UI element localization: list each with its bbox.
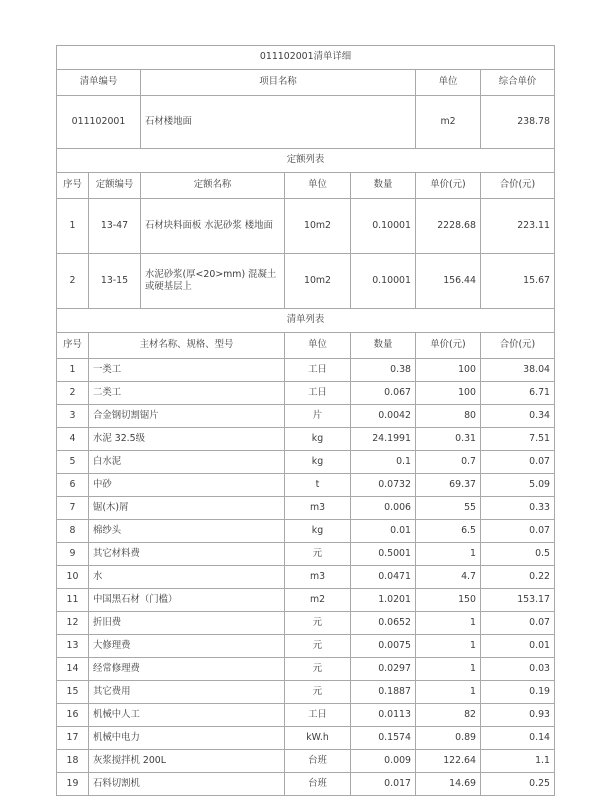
material-qty: 24.1991 — [351, 428, 416, 451]
quota-code: 13-15 — [89, 254, 141, 309]
material-unit: kW.h — [285, 727, 351, 750]
table-row — [57, 451, 555, 474]
material-name: 水泥 32.5级 — [89, 428, 285, 451]
table-row — [57, 589, 555, 612]
material-name: 经常修理费 — [89, 658, 285, 681]
material-unitprice: 0.31 — [416, 428, 481, 451]
material-total: 1.1 — [481, 750, 555, 773]
table-row — [57, 566, 555, 589]
quota-col-unit: 单位 — [285, 173, 351, 199]
table-row — [57, 750, 555, 773]
material-no: 6 — [57, 474, 89, 497]
table-row — [57, 428, 555, 451]
material-unit: m3 — [285, 497, 351, 520]
material-unit: 工日 — [285, 382, 351, 405]
table-row — [57, 382, 555, 405]
material-name: 机械中人工 — [89, 704, 285, 727]
quota-col-qty: 数量 — [351, 173, 416, 199]
material-col-unitprice: 单价(元) — [416, 333, 481, 359]
material-name: 大修理费 — [89, 635, 285, 658]
material-unitprice: 82 — [416, 704, 481, 727]
bill-detail-sheet — [56, 45, 554, 796]
table-row — [57, 520, 555, 543]
material-col-unit: 单位 — [285, 333, 351, 359]
material-unit: 元 — [285, 543, 351, 566]
table-row — [57, 612, 555, 635]
table-row — [57, 254, 555, 309]
table-row — [57, 543, 555, 566]
material-no: 7 — [57, 497, 89, 520]
material-no: 19 — [57, 773, 89, 796]
material-unit: kg — [285, 520, 351, 543]
material-total: 0.19 — [481, 681, 555, 704]
page-title: 011102001清单详细 — [57, 46, 555, 70]
material-qty: 0.1 — [351, 451, 416, 474]
material-no: 16 — [57, 704, 89, 727]
quota-qty: 0.10001 — [351, 254, 416, 309]
quota-name: 水泥砂浆(厚<20>mm) 混凝土或硬基层上 — [141, 254, 285, 309]
material-total: 0.07 — [481, 451, 555, 474]
material-qty: 0.0652 — [351, 612, 416, 635]
material-unitprice: 6.5 — [416, 520, 481, 543]
quota-total: 15.67 — [481, 254, 555, 309]
quota-col-total: 合价(元) — [481, 173, 555, 199]
material-unitprice: 122.64 — [416, 750, 481, 773]
material-name: 石料切割机 — [89, 773, 285, 796]
quota-unitprice: 2228.68 — [416, 199, 481, 254]
quota-code: 13-47 — [89, 199, 141, 254]
material-total: 0.33 — [481, 497, 555, 520]
material-name: 中砂 — [89, 474, 285, 497]
material-unit: kg — [285, 451, 351, 474]
material-section-title-row — [57, 309, 555, 333]
material-no: 12 — [57, 612, 89, 635]
material-no: 1 — [57, 359, 89, 382]
quota-section-title: 定额列表 — [57, 149, 555, 173]
quota-col-code: 定额编号 — [89, 173, 141, 199]
bill-name-value: 石材楼地面 — [141, 96, 416, 149]
material-total: 0.34 — [481, 405, 555, 428]
material-total: 0.93 — [481, 704, 555, 727]
material-unitprice: 14.69 — [416, 773, 481, 796]
material-no: 14 — [57, 658, 89, 681]
quota-section-title-row — [57, 149, 555, 173]
material-qty: 0.5001 — [351, 543, 416, 566]
material-name: 棉纱头 — [89, 520, 285, 543]
material-unitprice: 100 — [416, 382, 481, 405]
quota-name: 石材块料面板 水泥砂浆 楼地面 — [141, 199, 285, 254]
material-unitprice: 1 — [416, 658, 481, 681]
material-unit: t — [285, 474, 351, 497]
material-no: 4 — [57, 428, 89, 451]
material-qty: 0.38 — [351, 359, 416, 382]
material-unitprice: 4.7 — [416, 566, 481, 589]
quota-col-unitprice: 单价(元) — [416, 173, 481, 199]
material-unitprice: 1 — [416, 543, 481, 566]
material-col-name: 主材名称、规格、型号 — [89, 333, 285, 359]
material-unitprice: 0.89 — [416, 727, 481, 750]
bill-col-code: 清单编号 — [57, 70, 141, 96]
bill-col-unit: 单位 — [416, 70, 481, 96]
table-row — [57, 199, 555, 254]
material-name: 白水泥 — [89, 451, 285, 474]
material-unit: 元 — [285, 612, 351, 635]
material-unitprice: 55 — [416, 497, 481, 520]
material-total: 0.22 — [481, 566, 555, 589]
material-total: 0.03 — [481, 658, 555, 681]
material-qty: 0.0732 — [351, 474, 416, 497]
material-unitprice: 100 — [416, 359, 481, 382]
material-unit: m2 — [285, 589, 351, 612]
table-row — [57, 359, 555, 382]
material-total: 0.14 — [481, 727, 555, 750]
material-total: 153.17 — [481, 589, 555, 612]
quota-unit: 10m2 — [285, 254, 351, 309]
bill-header-row — [57, 70, 555, 96]
material-unitprice: 69.37 — [416, 474, 481, 497]
quota-col-no: 序号 — [57, 173, 89, 199]
quota-unitprice: 156.44 — [416, 254, 481, 309]
material-qty: 0.0471 — [351, 566, 416, 589]
material-header-row — [57, 333, 555, 359]
material-section-title: 清单列表 — [57, 309, 555, 333]
bill-code-value: 011102001 — [57, 96, 141, 149]
table-row — [57, 727, 555, 750]
material-qty: 0.01 — [351, 520, 416, 543]
material-name: 水 — [89, 566, 285, 589]
material-no: 18 — [57, 750, 89, 773]
material-unit: 元 — [285, 658, 351, 681]
quota-col-name: 定额名称 — [141, 173, 285, 199]
material-unit: 工日 — [285, 359, 351, 382]
material-total: 0.5 — [481, 543, 555, 566]
material-name: 二类工 — [89, 382, 285, 405]
material-name: 机械中电力 — [89, 727, 285, 750]
quota-no: 1 — [57, 199, 89, 254]
table-row — [57, 704, 555, 727]
quota-qty: 0.10001 — [351, 199, 416, 254]
material-unit: 片 — [285, 405, 351, 428]
material-col-no: 序号 — [57, 333, 89, 359]
bill-unit-value: m2 — [416, 96, 481, 149]
material-name: 合金钢切割锯片 — [89, 405, 285, 428]
material-rows-body — [57, 359, 555, 796]
material-unit: 工日 — [285, 704, 351, 727]
material-qty: 0.067 — [351, 382, 416, 405]
material-no: 11 — [57, 589, 89, 612]
quota-total: 223.11 — [481, 199, 555, 254]
material-total: 0.25 — [481, 773, 555, 796]
material-no: 13 — [57, 635, 89, 658]
material-total: 0.07 — [481, 520, 555, 543]
material-total: 6.71 — [481, 382, 555, 405]
bill-col-price: 综合单价 — [481, 70, 555, 96]
material-unitprice: 150 — [416, 589, 481, 612]
material-qty: 0.006 — [351, 497, 416, 520]
material-qty: 0.009 — [351, 750, 416, 773]
material-name: 折旧费 — [89, 612, 285, 635]
material-no: 17 — [57, 727, 89, 750]
material-qty: 0.1887 — [351, 681, 416, 704]
table-row — [57, 474, 555, 497]
material-qty: 0.0113 — [351, 704, 416, 727]
material-no: 2 — [57, 382, 89, 405]
material-total: 0.01 — [481, 635, 555, 658]
table-row — [57, 658, 555, 681]
material-unit: 元 — [285, 681, 351, 704]
material-unitprice: 1 — [416, 681, 481, 704]
material-total: 5.09 — [481, 474, 555, 497]
material-qty: 0.0042 — [351, 405, 416, 428]
material-name: 一类工 — [89, 359, 285, 382]
material-unit: kg — [285, 428, 351, 451]
material-unit: 台班 — [285, 750, 351, 773]
bill-price-value: 238.78 — [481, 96, 555, 149]
material-qty: 0.0075 — [351, 635, 416, 658]
material-unitprice: 0.7 — [416, 451, 481, 474]
material-total: 7.51 — [481, 428, 555, 451]
material-no: 5 — [57, 451, 89, 474]
bill-data-row — [57, 96, 555, 149]
material-qty: 1.0201 — [351, 589, 416, 612]
material-col-total: 合价(元) — [481, 333, 555, 359]
material-no: 10 — [57, 566, 89, 589]
material-qty: 0.0297 — [351, 658, 416, 681]
material-unit: m3 — [285, 566, 351, 589]
detail-table — [56, 45, 555, 796]
material-no: 8 — [57, 520, 89, 543]
material-name: 其它材料费 — [89, 543, 285, 566]
material-total: 38.04 — [481, 359, 555, 382]
material-unitprice: 1 — [416, 635, 481, 658]
table-row — [57, 497, 555, 520]
table-row — [57, 635, 555, 658]
material-qty: 0.017 — [351, 773, 416, 796]
material-name: 其它费用 — [89, 681, 285, 704]
material-no: 15 — [57, 681, 89, 704]
material-name: 中国黑石材（门槛） — [89, 589, 285, 612]
table-row — [57, 405, 555, 428]
material-name: 灰浆搅拌机 200L — [89, 750, 285, 773]
material-name: 锯(木)屑 — [89, 497, 285, 520]
quota-header-row — [57, 173, 555, 199]
material-unitprice: 80 — [416, 405, 481, 428]
quota-no: 2 — [57, 254, 89, 309]
material-no: 9 — [57, 543, 89, 566]
document-title-row — [57, 46, 555, 70]
table-row — [57, 773, 555, 796]
material-no: 3 — [57, 405, 89, 428]
bill-col-name: 项目名称 — [141, 70, 416, 96]
material-qty: 0.1574 — [351, 727, 416, 750]
material-unit: 台班 — [285, 773, 351, 796]
material-unitprice: 1 — [416, 612, 481, 635]
quota-unit: 10m2 — [285, 199, 351, 254]
material-unit: 元 — [285, 635, 351, 658]
material-col-qty: 数量 — [351, 333, 416, 359]
material-total: 0.07 — [481, 612, 555, 635]
table-row — [57, 681, 555, 704]
